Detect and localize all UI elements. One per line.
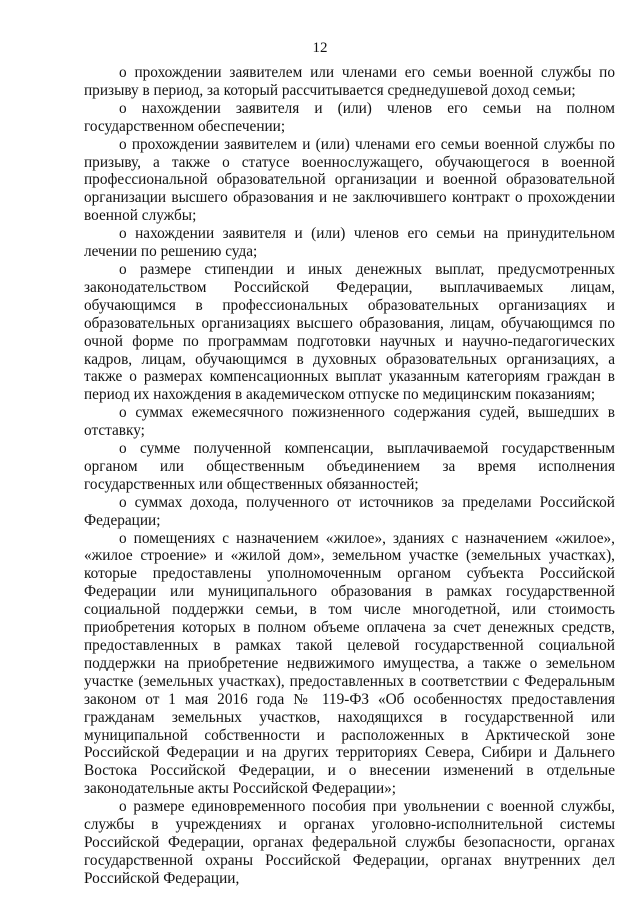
paragraph-military-service-conscription: о прохождении заявителем или членами его семьи военной службы по призыву в период, за который рассчитывается среднедушевой доход семьи; — [84, 64, 615, 99]
paragraph-housing-land: о помещениях с назначением «жилое», зданиях с назначением «жилое», «жилое строение» и «жилой дом», земельном участке (земельных участках), которые предоставлены уполномоченным органом субъекта Российской Федерации или муниципального образования в рамках государственной социальной поддержки семьи, в том числе многодетной, или стоимость приобретения которых в полном объеме оплачена за счет денежных средств, предоставленных в рамках такой целевой государственной социальной поддержки на приобретение недвижимого имущества, а также о земельном участке (земельных участках), предоставленных в соответствии с Федеральным законом от 1 мая 2016 года № 119-ФЗ «Об особенностях предоставления гражданам земельных участков, находящихся в государственной или муниципальной собственности и расположенных в Арктической зоне Российской Федерации и на других территориях Севера, Сибири и Дальнего Востока Российской Федерации, и о внесении изменений в отдельные законодательные акты Российской Федерации»; — [84, 529, 615, 798]
paragraph-compensation: о сумме полученной компенсации, выплачиваемой государственным органом или общественным объединением за время исполнения государственных или общественных обязанностей; — [84, 440, 615, 493]
paragraph-foreign-income: о суммах дохода, полученного от источников за пределами Российской Федерации; — [84, 493, 615, 529]
paragraph-scholarships: о размере стипендии и иных денежных выплат, предусмотренных законодательством Российской Федерации, выплачиваемых лицам, обучающимся в профессиональных образовательных организациях и образовательных организациях высшего образования, лицам, обучающимся по очной форме по программам подготовки научных и научно-педагогических кадров, лицам, обучающимся в духовных образовательных организациях, а также о размерах компенсационных выплат указанным категориям граждан в период их нахождения в академическом отпуске по медицинским показаниям; — [84, 260, 615, 404]
paragraph-compulsory-treatment: о нахождении заявителя и (или) членов его семьи на принудительном лечении по решению суда; — [84, 225, 615, 261]
paragraph-state-support: о нахождении заявителя и (или) членов его семьи на полном государственном обеспечении; — [84, 99, 615, 135]
paragraph-military-student-status: о прохождении заявителем и (или) членами его семьи военной службы по призыву, а также о статусе военнослужащего, обучающегося в военной профессиональной образовательной организации и военной образовательной организации высшего образования и не заключившего контракт о прохождении военной службы; — [84, 135, 615, 225]
paragraph-judges-pension: о суммах ежемесячного пожизненного содержания судей, вышедших в отставку; — [84, 404, 615, 440]
paragraph-severance-allowance: о размере единовременного пособия при увольнении с военной службы, службы в учреждениях и органах уголовно-исполнительной системы Российской Федерации, органах федеральной службы безопасности, органах государственной охраны Российской Федерации, органах внутренних дел Российской Федерации, — [84, 798, 615, 887]
page-number: 12 — [312, 40, 328, 56]
document-body — [84, 64, 615, 888]
